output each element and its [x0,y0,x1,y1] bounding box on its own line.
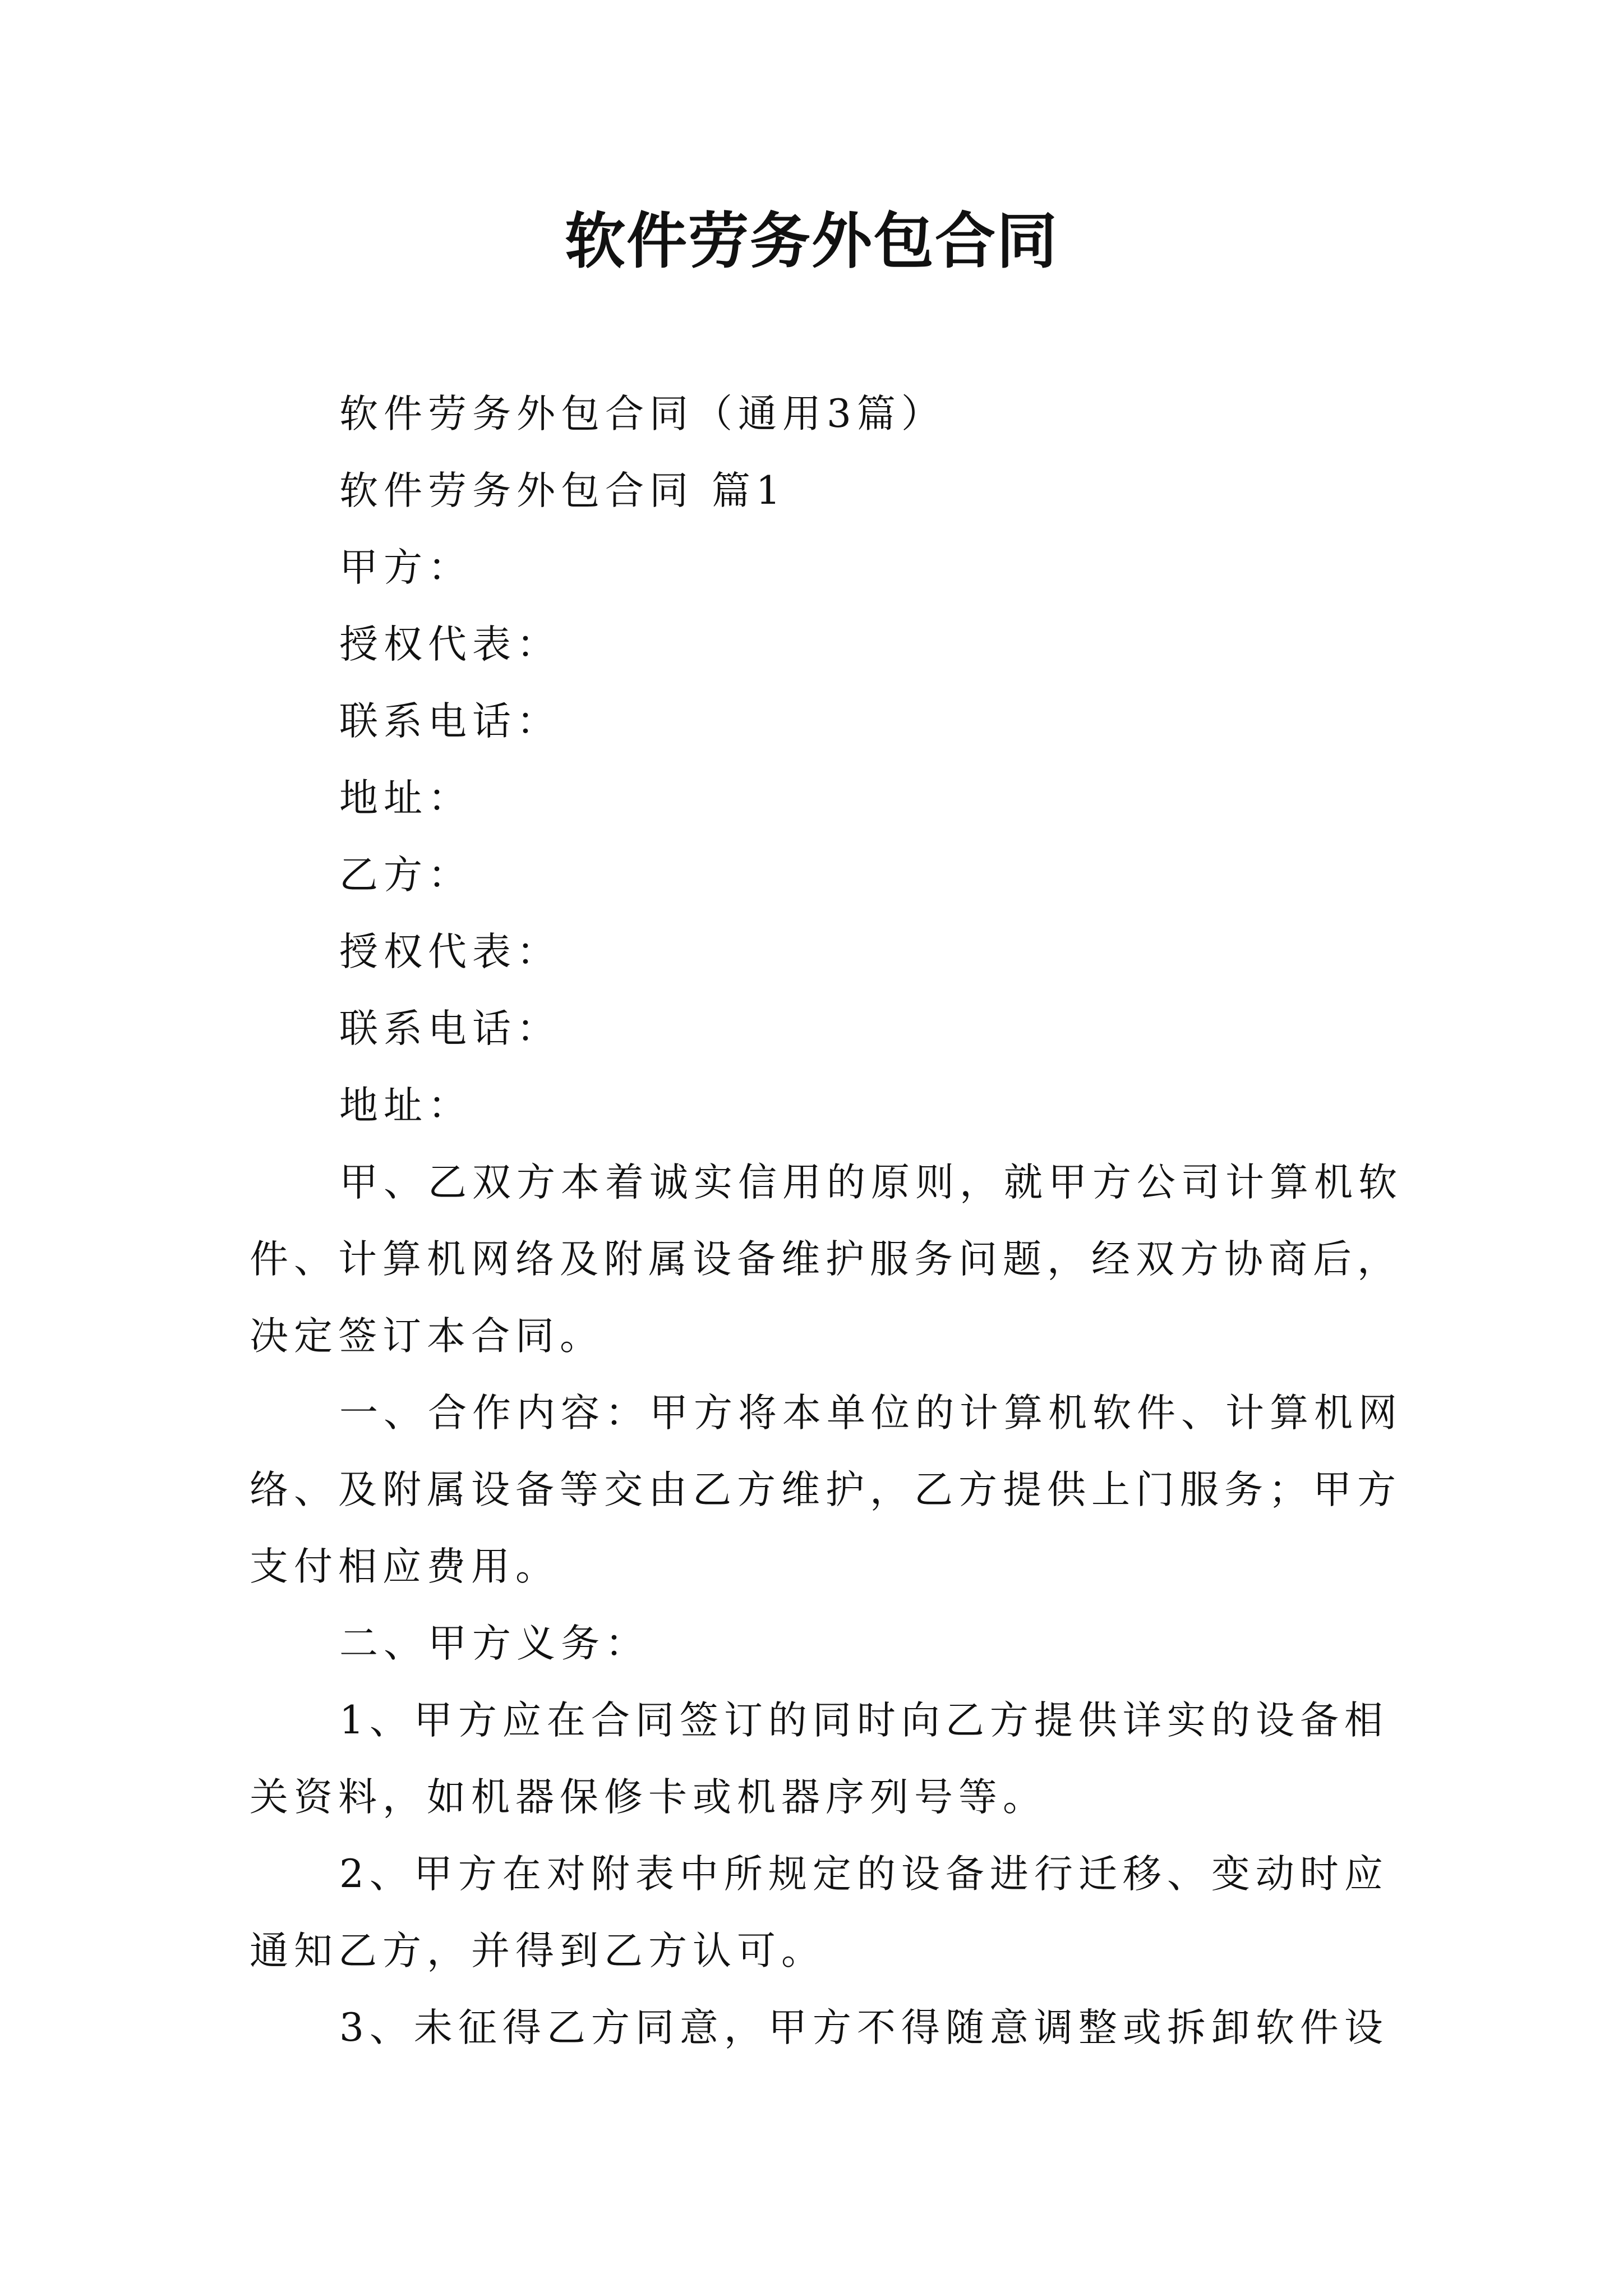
paragraph-party-a-phone: 联系电话： [339,699,561,744]
paragraph-party-b-address: 地址： [339,1083,472,1128]
paragraph-party-b: 乙方： [339,853,472,898]
paragraph-party-a-representative: 授权代表： [339,622,561,667]
paragraph-party-a-address: 地址： [339,776,472,821]
paragraph-preamble: 甲、乙双方本着诚实信用的原则，就甲方公司计算机软件、计算机网络及附属设备维护服务问题，经双方协商后，决定签订本合同。 [250,1160,1403,1359]
document-title: 软件劳务外包合同 [564,206,1058,277]
paragraph-subtitle: 软件劳务外包合同（通用3篇） [339,392,946,436]
paragraph-party-a: 甲方： [339,545,472,590]
paragraph-party-b-representative: 授权代表： [339,930,561,974]
paragraph-clause-2-heading: 二、甲方义务： [339,1621,649,1666]
paragraph-clause-2-item-2: 2、甲方在对附表中所规定的设备进行迁移、变动时应通知乙方，并得到乙方认可。 [250,1852,1389,1973]
paragraph-party-b-phone: 联系电话： [339,1006,561,1051]
document-body [250,376,1410,2067]
paragraph-clause-2-item-1: 1、甲方应在合同签订的同时向乙方提供详实的设备相关资料，如机器保修卡或机器序列号等。 [250,1698,1389,1820]
paragraph-clause-1: 一、合作内容：甲方将本单位的计算机软件、计算机网络、及附属设备等交由乙方维护，乙方提供上门服务；甲方支付相应费用。 [250,1391,1403,1589]
paragraph-clause-2-item-3: 3、未征得乙方同意，甲方不得随意调整或拆卸软件设 [339,2005,1389,2050]
paragraph-section-heading: 软件劳务外包合同 篇1 [339,468,786,513]
